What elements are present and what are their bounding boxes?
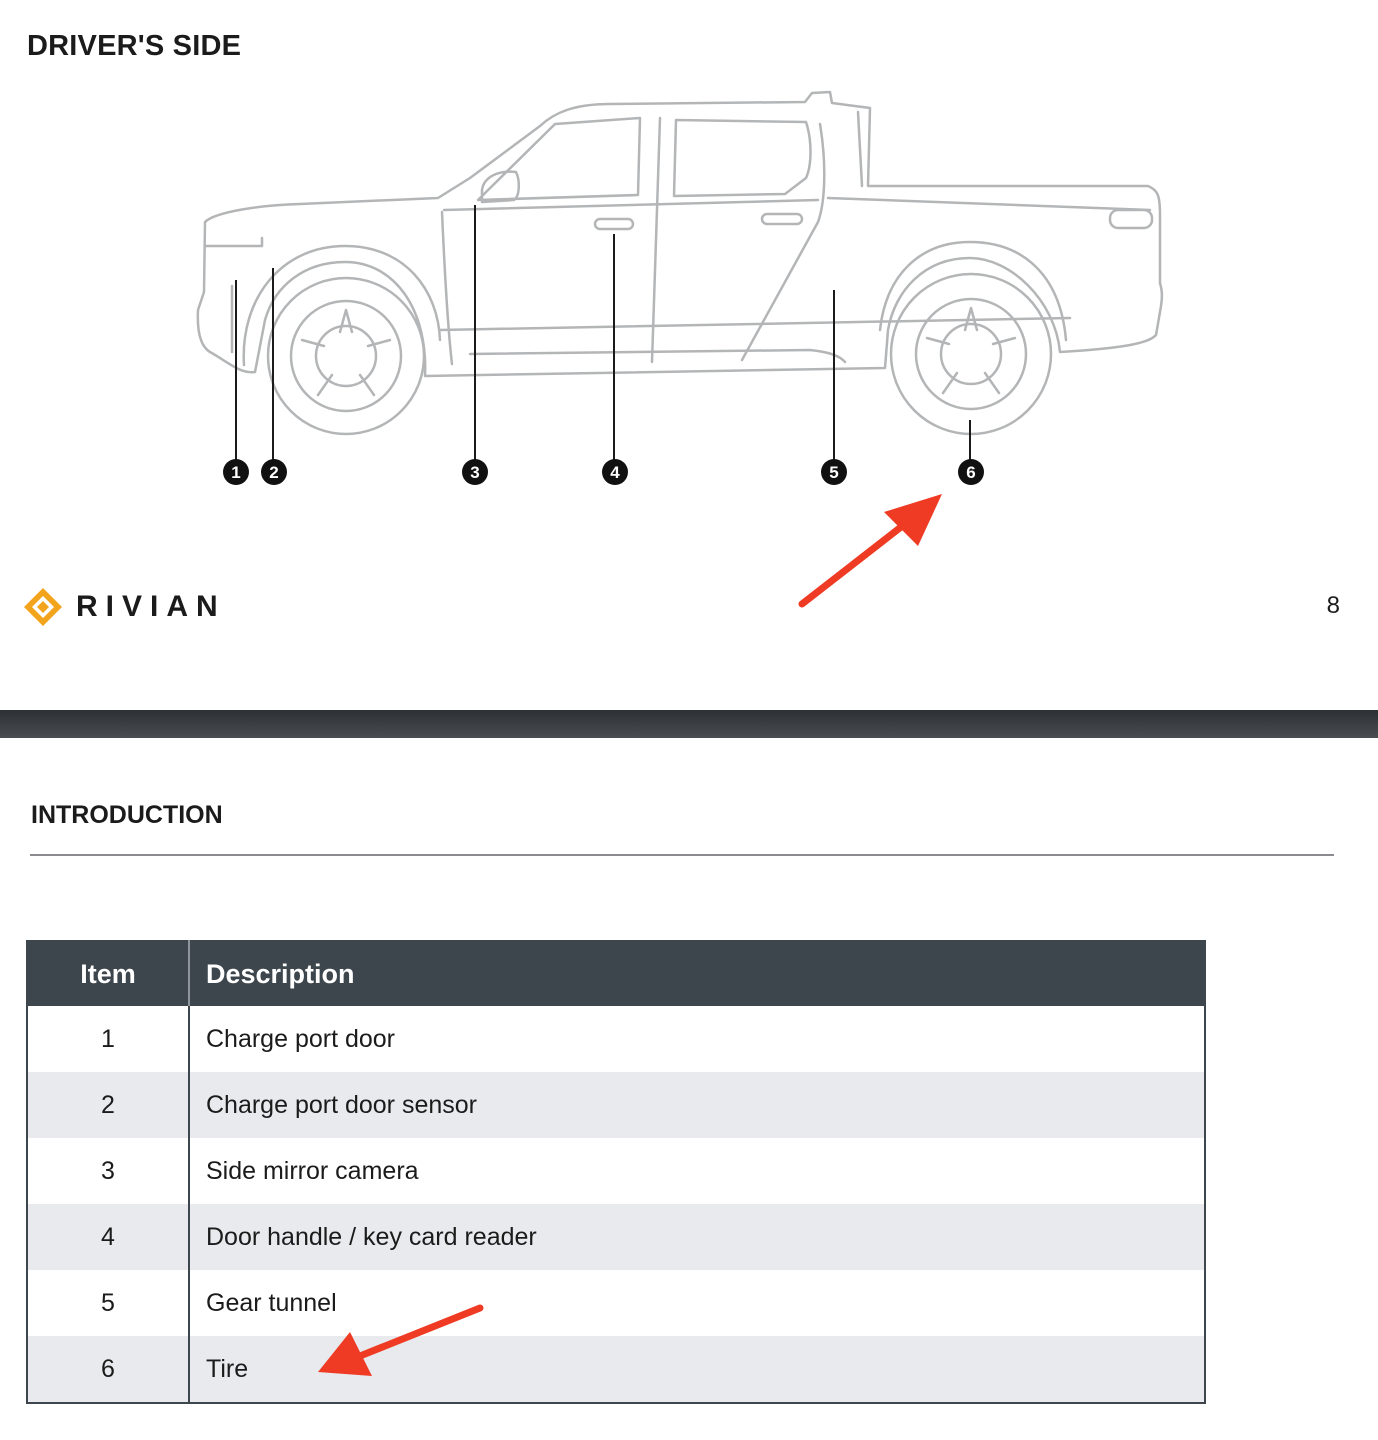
row-description: Charge port door	[206, 1024, 396, 1053]
row-description: Gear tunnel	[206, 1288, 337, 1317]
callout-3	[462, 459, 488, 485]
table-header-row	[27, 941, 1205, 1006]
rivian-compass-icon	[22, 586, 68, 632]
svg-text:1: 1	[231, 463, 241, 482]
header-item: Item	[27, 941, 189, 1006]
callout-2	[261, 459, 287, 485]
page-number: 8	[1326, 592, 1340, 619]
row-item: 4	[27, 1204, 189, 1270]
svg-text:4: 4	[610, 463, 620, 482]
section-title: DRIVER'S SIDE	[27, 30, 242, 62]
page-break-band	[0, 710, 1378, 738]
table-row	[27, 1138, 1205, 1204]
table-row	[27, 1204, 1205, 1270]
items-table	[26, 940, 1206, 1404]
row-item: 1	[27, 1006, 189, 1072]
truck-side-illustration	[0, 0, 1378, 560]
row-description: Charge port door sensor	[189, 1072, 1205, 1138]
row-item: 2	[27, 1072, 189, 1138]
table-row	[27, 1270, 1205, 1336]
svg-text:5: 5	[829, 463, 839, 482]
row-item: 5	[27, 1270, 189, 1336]
row-description: Side mirror camera	[206, 1156, 419, 1185]
row-item: 6	[27, 1336, 189, 1403]
section-divider	[30, 854, 1334, 856]
row-description: Door handle / key card reader	[189, 1204, 1205, 1270]
callout-6	[958, 459, 984, 485]
callout-5	[821, 459, 847, 485]
table-row	[27, 1006, 1205, 1072]
header-description: Description	[189, 941, 1205, 1006]
svg-text:6: 6	[966, 463, 976, 482]
rivian-logo	[22, 586, 242, 632]
callout-4	[602, 459, 628, 485]
svg-text:3: 3	[470, 463, 480, 482]
callout-1	[223, 459, 249, 485]
intro-title: INTRODUCTION	[31, 801, 223, 829]
manual-page	[0, 0, 1378, 710]
table-row	[27, 1072, 1205, 1138]
brand-name: RIVIAN	[76, 590, 226, 623]
svg-text:2: 2	[269, 463, 279, 482]
row-description: Tire	[189, 1336, 1205, 1403]
table-row	[27, 1336, 1205, 1403]
row-item: 3	[27, 1138, 189, 1204]
